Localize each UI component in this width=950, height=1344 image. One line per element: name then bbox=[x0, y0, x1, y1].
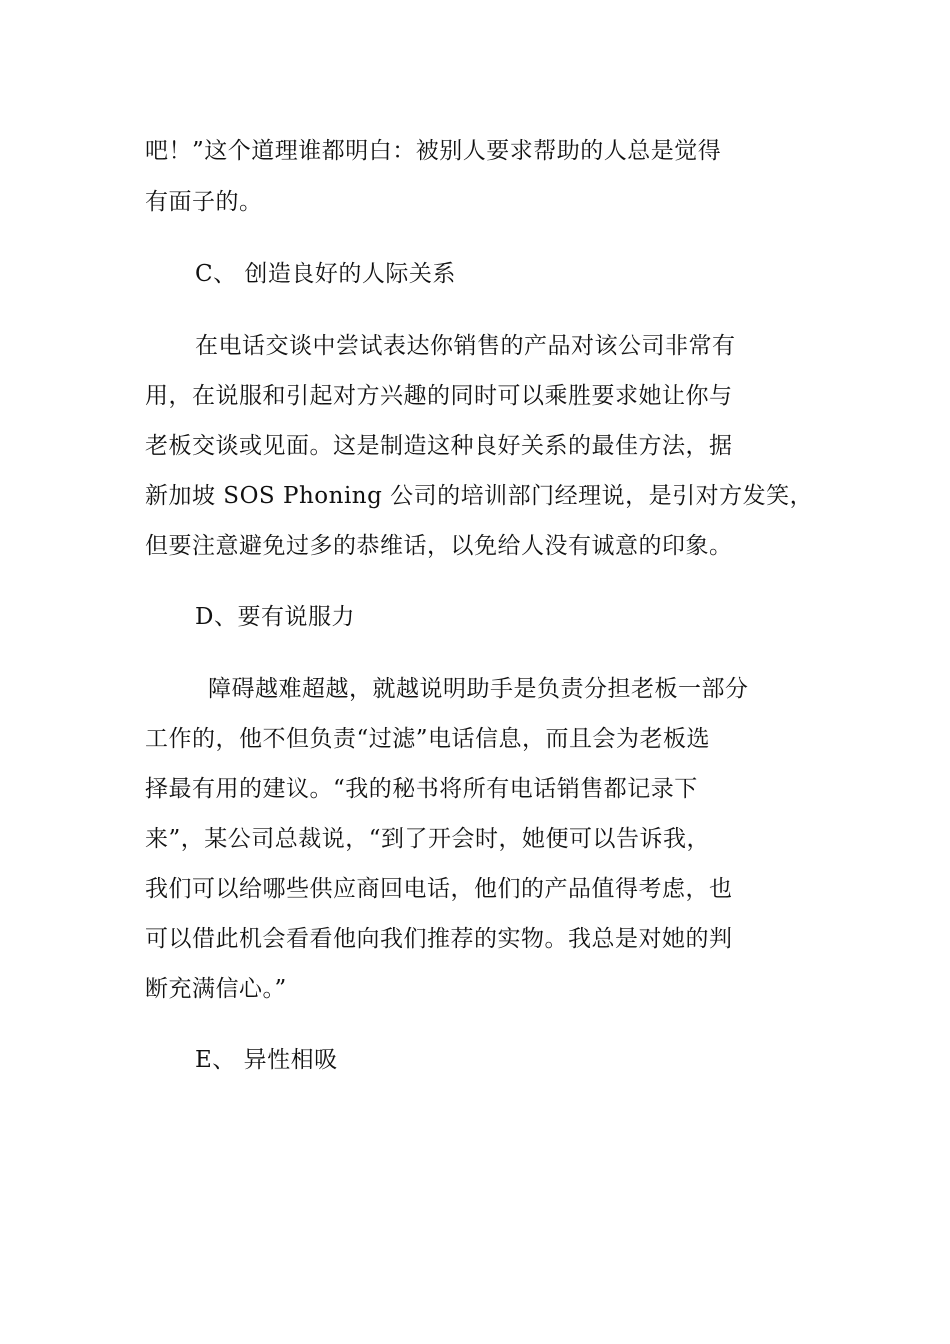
section-d-line-5: 我们可以给哪些供应商回电话，他们的产品值得考虑，也 bbox=[145, 876, 733, 902]
section-c-line-3: 老板交谈或见面。这是制造这种良好关系的最佳方法，据 bbox=[145, 433, 733, 459]
section-c-line-5: 但要注意避免过多的恭维话，以免给人没有诚意的印象。 bbox=[145, 533, 733, 559]
section-d-heading: D、要有说服力 bbox=[195, 604, 355, 630]
section-c-heading: C、 创造良好的人际关系 bbox=[195, 261, 456, 287]
section-c-line-2: 用，在说服和引起对方兴趣的同时可以乘胜要求她让你与 bbox=[145, 383, 733, 409]
paragraph-1-line-1: 吧！”这个道理谁都明白：被别人要求帮助的人总是觉得 bbox=[145, 138, 722, 164]
section-d-line-4: 来”，某公司总裁说，“到了开会时，她便可以告诉我， bbox=[145, 826, 711, 852]
section-d-line-3: 择最有用的建议。“我的秘书将所有电话销售都记录下 bbox=[145, 776, 698, 802]
section-e-heading: E、 异性相吸 bbox=[195, 1047, 338, 1073]
section-d-line-1: 障碍越难超越，就越说明助手是负责分担老板一部分 bbox=[208, 676, 749, 702]
section-d-line-2: 工作的，他不但负责“过滤”电话信息，而且会为老板选 bbox=[145, 726, 711, 752]
section-c-line-4: 新加坡 SOS Phoning 公司的培训部门经理说，是引对方发笑， bbox=[145, 483, 814, 509]
paragraph-1-line-2: 有面子的。 bbox=[145, 189, 263, 215]
section-c-line-1: 在电话交谈中尝试表达你销售的产品对该公司非常有 bbox=[195, 333, 736, 359]
section-d-line-7: 断充满信心。” bbox=[145, 976, 287, 1002]
section-d-line-6: 可以借此机会看看他向我们推荐的实物。我总是对她的判 bbox=[145, 926, 733, 952]
